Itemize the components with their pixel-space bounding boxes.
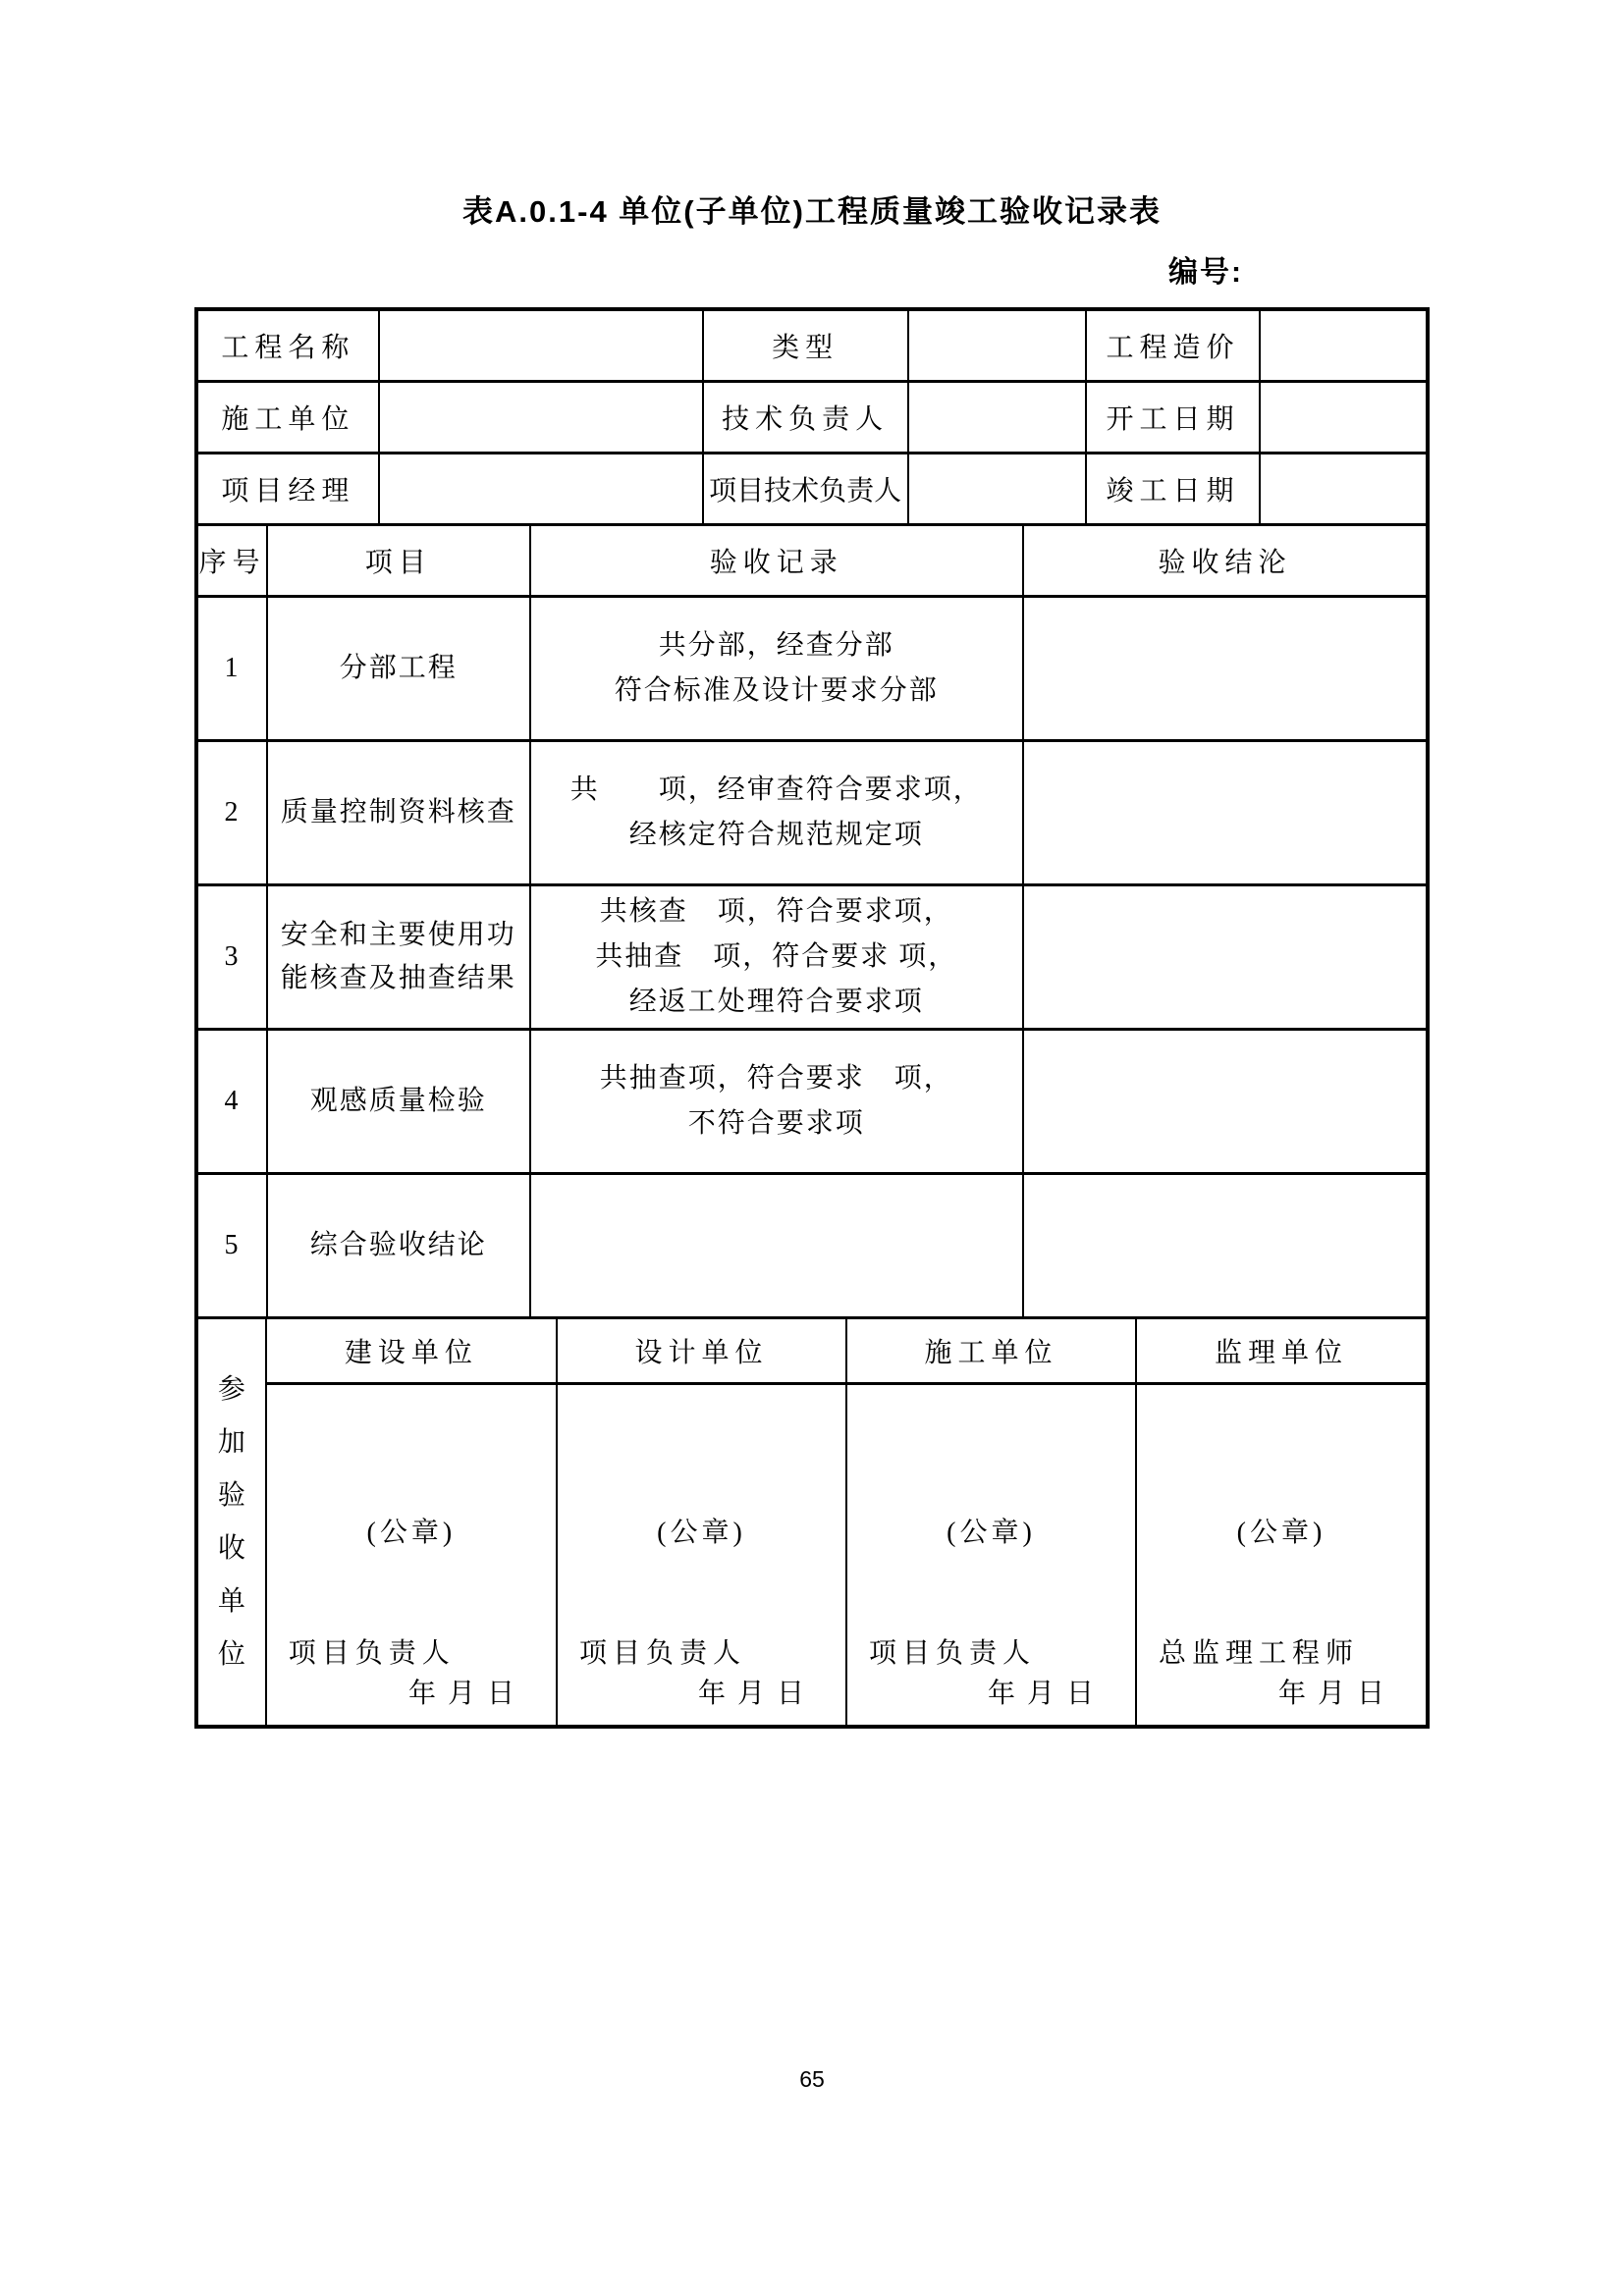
info-row-project — [198, 311, 1426, 382]
info-table — [198, 311, 1426, 523]
item-name: 观感质量检验 — [267, 1030, 530, 1174]
header-conclusion: 验收结沦 — [1023, 525, 1426, 597]
project-manager-label: 项目经理 — [198, 454, 379, 524]
start-date-value-cell — [1260, 382, 1426, 454]
item-no: 5 — [198, 1174, 267, 1317]
header-builder-unit: 施工单位 — [846, 1318, 1136, 1384]
technical-director-value-cell — [908, 382, 1086, 454]
type-label: 类型 — [703, 311, 908, 382]
header-construction-owner-unit: 建设单位 — [266, 1318, 557, 1384]
seal-text: (公章) — [947, 1518, 1036, 1548]
item-record: 共核查 项，符合要求项， 共抽查 项，符合要求 项， 经返工处理符合要求项 — [530, 885, 1024, 1030]
project-technical-director-label: 项目技术负责人 — [703, 454, 908, 524]
date-label: 年月日 — [987, 1679, 1106, 1709]
header-item: 项目 — [267, 525, 530, 597]
start-date-label: 开工日期 — [1086, 382, 1261, 454]
signer-label: 总监理工程师 — [1159, 1638, 1360, 1669]
completion-date-value-cell — [1260, 454, 1426, 524]
date-label: 年月日 — [697, 1679, 816, 1709]
page-number: 65 — [799, 2066, 825, 2092]
signature-cell-supervision — [1136, 1384, 1426, 1726]
item-name: 分部工程 — [267, 597, 530, 741]
item-record — [530, 1174, 1024, 1317]
item-row-1 — [198, 597, 1426, 741]
participants-side-label-cell — [198, 1318, 266, 1726]
item-conclusion-cell — [1023, 741, 1426, 885]
page-title: 表A.0.1-4 单位(子单位)工程质量竣工验收记录表 — [462, 194, 1162, 229]
construction-unit-value-cell — [379, 382, 703, 454]
items-header-row — [198, 525, 1426, 597]
project-cost-label: 工程造价 — [1086, 311, 1261, 382]
construction-unit-label: 施工单位 — [198, 382, 379, 454]
seal-text: (公章) — [366, 1518, 457, 1548]
technical-director-label: 技术负责人 — [703, 382, 908, 454]
signature-cell-builder — [846, 1384, 1136, 1726]
code-label: 编号: — [1168, 256, 1243, 289]
participants-signature-row — [198, 1384, 1426, 1726]
header-supervision-unit: 监理单位 — [1136, 1318, 1426, 1384]
item-conclusion-cell — [1023, 1174, 1426, 1317]
item-record: 共 项，经审查符合要求项， 经核定符合规范规定项 — [530, 741, 1024, 885]
date-label: 年月日 — [1277, 1679, 1396, 1709]
info-row-construction-unit — [198, 382, 1426, 454]
item-conclusion-cell — [1023, 1030, 1426, 1174]
participants-table — [198, 1316, 1426, 1725]
item-record: 共分部，经查分部 符合标准及设计要求分部 — [530, 597, 1024, 741]
info-row-project-manager — [198, 454, 1426, 524]
seal-text: (公章) — [657, 1518, 746, 1548]
date-label: 年月日 — [407, 1679, 526, 1709]
project-name-value-cell — [379, 311, 703, 382]
signer-label: 项目负责人 — [579, 1638, 747, 1669]
item-conclusion-cell — [1023, 597, 1426, 741]
item-row-3 — [198, 885, 1426, 1030]
header-no: 序号 — [198, 525, 267, 597]
signature-cell-owner — [266, 1384, 557, 1726]
signer-label: 项目负责人 — [288, 1638, 456, 1669]
items-table — [198, 523, 1426, 1316]
participants-side-label: 参加验收单位 — [217, 1373, 245, 1670]
item-row-2 — [198, 741, 1426, 885]
participants-header-row — [198, 1318, 1426, 1384]
signature-cell-design — [557, 1384, 846, 1726]
item-name: 质量控制资料核查 — [267, 741, 530, 885]
project-cost-value-cell — [1260, 311, 1426, 382]
header-design-unit: 设计单位 — [557, 1318, 846, 1384]
item-no: 4 — [198, 1030, 267, 1174]
item-no: 3 — [198, 885, 267, 1030]
project-technical-director-value-cell — [908, 454, 1086, 524]
project-name-label: 工程名称 — [198, 311, 379, 382]
item-name: 安全和主要使用功 能核查及抽查结果 — [267, 885, 530, 1030]
seal-text: (公章) — [1236, 1518, 1326, 1548]
item-conclusion-cell — [1023, 885, 1426, 1030]
acceptance-record-table — [194, 307, 1430, 1729]
item-name: 综合验收结论 — [267, 1174, 530, 1317]
item-no: 2 — [198, 741, 267, 885]
item-no: 1 — [198, 597, 267, 741]
header-record: 验收记录 — [530, 525, 1024, 597]
item-record: 共抽查项，符合要求 项， 不符合要求项 — [530, 1030, 1024, 1174]
completion-date-label: 竣工日期 — [1086, 454, 1261, 524]
signer-label: 项目负责人 — [869, 1638, 1037, 1669]
item-row-5 — [198, 1174, 1426, 1317]
type-value-cell — [908, 311, 1086, 382]
item-row-4 — [198, 1030, 1426, 1174]
project-manager-value-cell — [379, 454, 703, 524]
